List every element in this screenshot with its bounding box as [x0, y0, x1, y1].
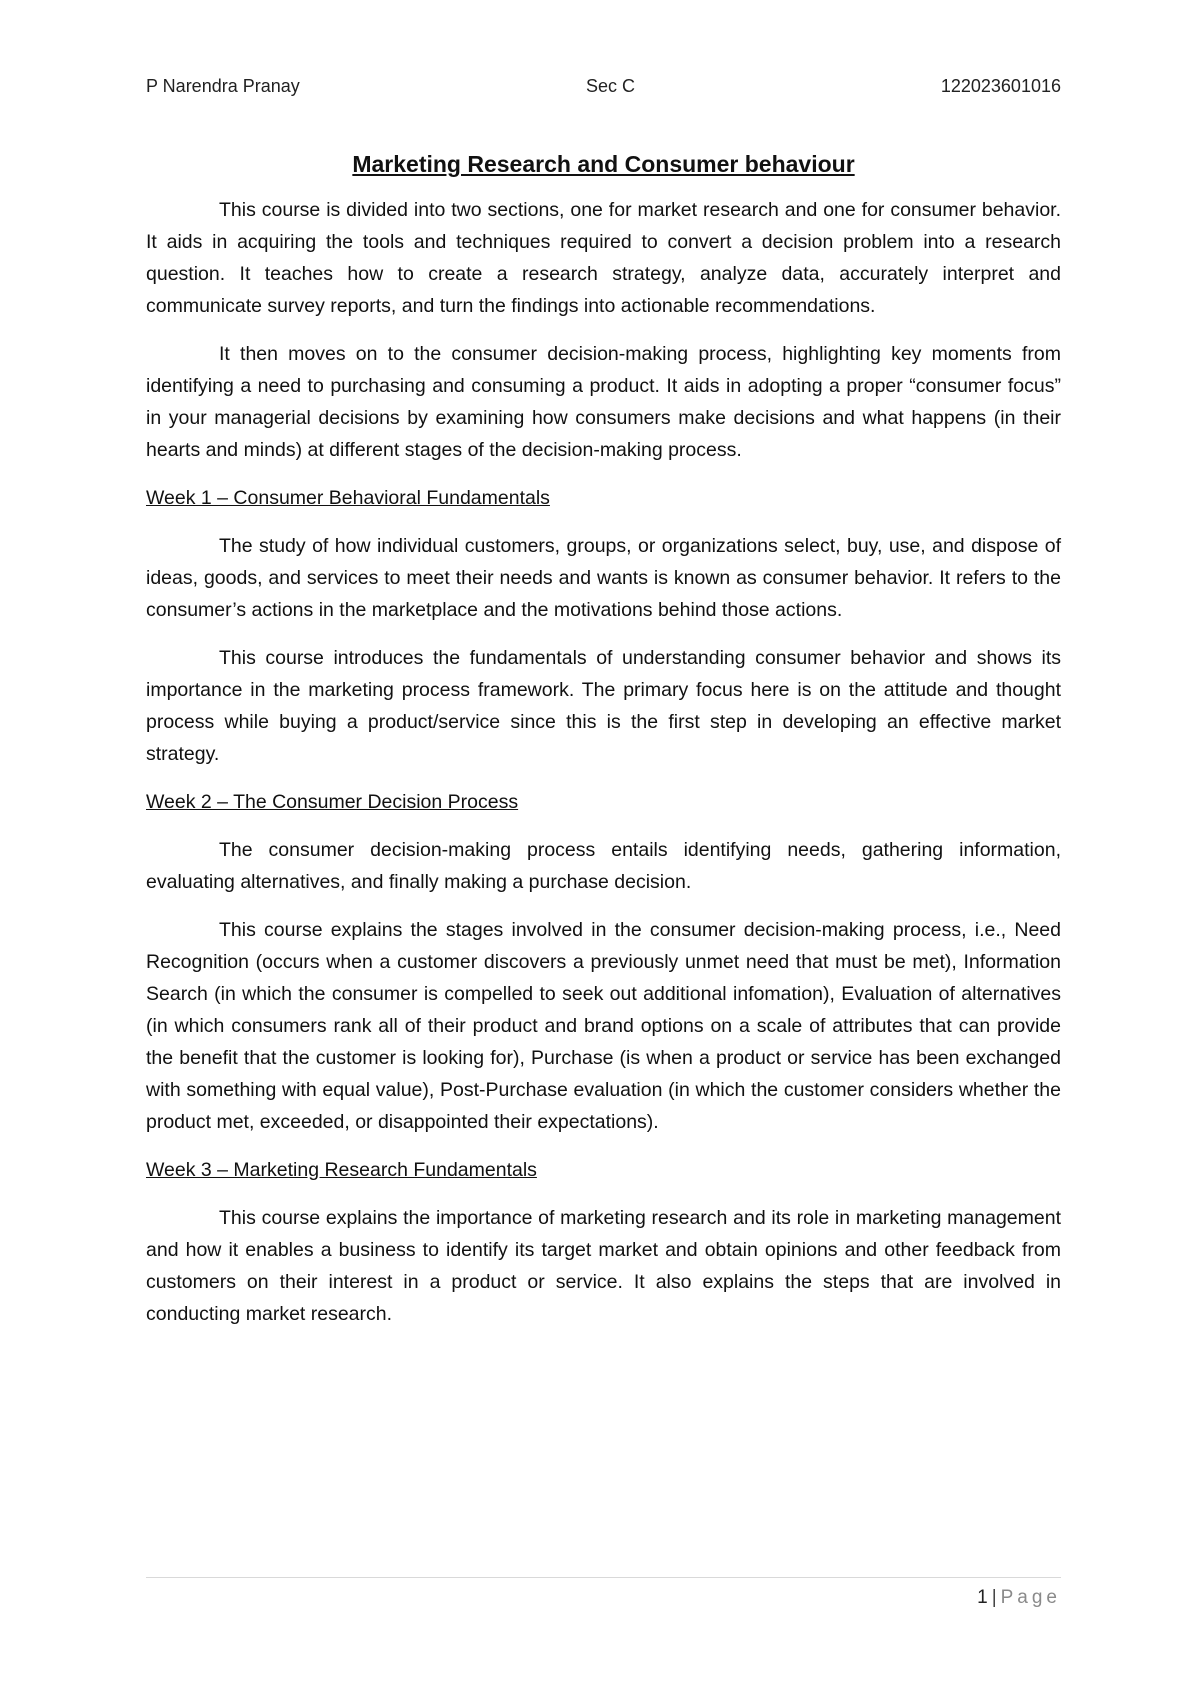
week-1-paragraph: The study of how individual customers, groups, or organizations select, buy, use, and dispose of ideas, goods, and services to meet their needs and wants is known as consumer behavior. It refers to the consumer’s actions in the marketplace and the motivations behind those actions. [146, 535, 1061, 621]
header-section: Sec C [586, 76, 636, 96]
week-3-heading: Week 3 – Marketing Research Fundamentals [146, 1159, 537, 1181]
page-separator: | [991, 1587, 997, 1608]
week-3-paragraph: This course explains the importance of marketing research and its role in marketing management and how it enables a business to identify its target market and obtain opinions and other feedback from customers on their interest in a product or service. It also explains the steps that are involved in conducting market research. [146, 1207, 1061, 1325]
week-1-heading: Week 1 – Consumer Behavioral Fundamentals [146, 487, 550, 509]
document-title: Marketing Research and Consumer behaviour [352, 151, 855, 177]
week-1-paragraph: This course introduces the fundamentals of understanding consumer behavior and shows its importance in the marketing process framework. The primary focus here is on the attitude and thought process while buying a product/service since this is the first step in developing an effective market strategy. [146, 647, 1061, 765]
week-2-paragraph: This course explains the stages involved in the consumer decision-making process, i.e., Need Recognition (occurs when a customer discovers a previously unmet need that must be met), Information Search (in which the consumer is compelled to seek out additional infomation), Evaluation of alternatives (in which consumers rank all of their product and brand options on a scale of attributes that can provide the benefit that the customer is looking for), Purchase (is when a product or service has been exchanged with something with equal value), Post-Purchase evaluation (in which the customer considers whether the product met, exceeded, or disappointed their expectations). [146, 919, 1061, 1133]
footer-divider [146, 1577, 1061, 1578]
week-2-paragraph: The consumer decision-making process entails identifying needs, gathering information, evaluating alternatives, and finally making a purchase decision. [146, 839, 1061, 893]
document-body [146, 148, 1061, 1346]
header-roll-number: 122023601016 [940, 76, 1061, 96]
page-label: Page [1000, 1587, 1061, 1608]
intro-paragraph: This course is divided into two sections, one for market research and one for consumer behavior. It aids in acquiring the tools and techniques required to convert a decision problem into a research question. It teaches how to create a research strategy, analyze data, accurately interpret and communicate survey reports, and turn the findings into actionable recommendations. [146, 199, 1061, 317]
week-2-heading: Week 2 – The Consumer Decision Process [146, 791, 519, 813]
intro-paragraph: It then moves on to the consumer decision-making process, highlighting key moments from identifying a need to purchasing and consuming a product. It aids in adopting a proper “consumer focus” in your managerial decisions by examining how consumers make decisions and what happens (in their hearts and minds) at different stages of the decision-making process. [146, 343, 1061, 461]
header-author: P Narendra Pranay [146, 76, 300, 96]
page-footer [977, 1585, 1061, 1611]
page-header [146, 76, 1061, 102]
page-number: 1 [977, 1587, 988, 1608]
